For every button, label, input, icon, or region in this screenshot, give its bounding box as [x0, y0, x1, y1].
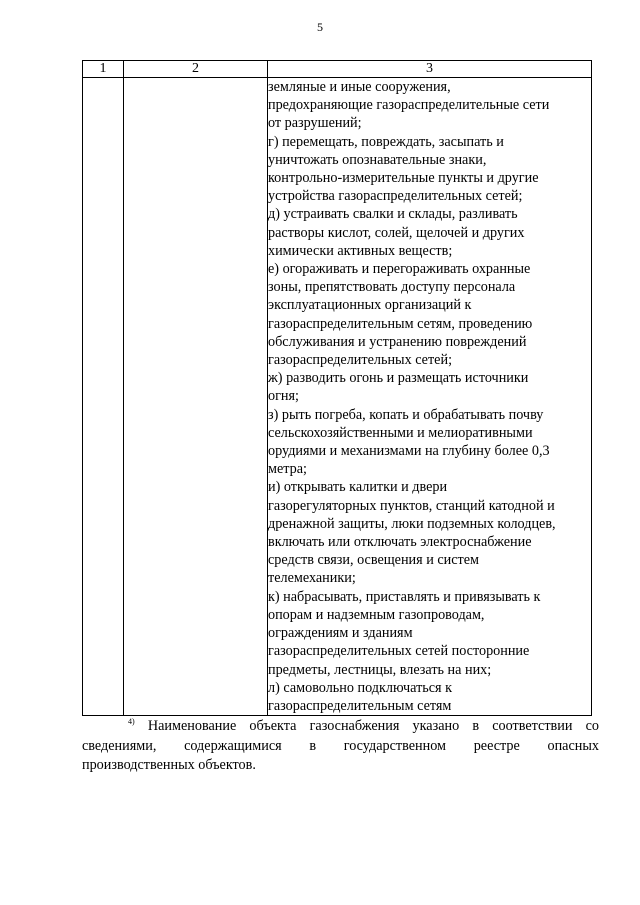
footnote-line-1 [82, 712, 599, 737]
cell-text-line: метра; [268, 461, 307, 478]
table-cell-col3 [268, 78, 592, 716]
column-header-3: 3 [268, 61, 592, 78]
cell-text-line: химически активных веществ; [268, 242, 453, 259]
column-header-2: 2 [124, 61, 268, 78]
cell-text-line: контрольно-измерительные пункты и другие [268, 170, 539, 187]
cell-text-line: зоны, препятствовать доступу персонала [268, 279, 516, 296]
cell-text-line: ж) разводить огонь и размещать источники [268, 370, 529, 387]
cell-text-line: средств связи, освещения и систем [268, 552, 480, 569]
cell-text-line: е) огораживать и перегораживать охранные [268, 261, 531, 278]
cell-text-line: з) рыть погреба, копать и обрабатывать почву [268, 406, 544, 423]
cell-text-line: д) устраивать свалки и склады, разливать [268, 206, 518, 223]
footnote-line-3: производственных объектов. [82, 757, 256, 773]
cell-text-line: газораспределительным сетям [268, 697, 452, 714]
cell-text-line: газорегуляторных пунктов, станций катодной и [268, 497, 555, 514]
cell-text-line: от разрушений; [268, 115, 362, 132]
cell-text-line: телемеханики; [268, 570, 356, 587]
cell-text-line: включать или отключать электроснабжение [268, 534, 532, 551]
cell-text-line: земляные и иные сооружения, [268, 79, 451, 95]
cell-text-line: г) перемещать, повреждать, засыпать и [268, 133, 504, 150]
cell-text-line: к) набрасывать, приставлять и привязывать к [268, 588, 541, 605]
table-cell-col2 [124, 78, 268, 716]
cell-text-line: ограждениям и зданиям [268, 625, 413, 642]
cell-text-line: л) самовольно подключаться к [268, 679, 453, 696]
requirements-table [82, 60, 592, 716]
cell-text-line: обслуживания и устранению повреждений [268, 333, 527, 350]
cell-text-line: опорам и надземным газопроводам, [268, 606, 485, 623]
cell-text-line: предметы, лестницы, влезать на них; [268, 661, 492, 678]
cell-text-line: устройства газораспределительных сетей; [268, 188, 523, 205]
cell-text-line: эксплуатационных организаций к [268, 297, 472, 314]
page-number: 5 [317, 20, 323, 34]
cell-text-line: и) открывать калитки и двери [268, 479, 448, 496]
cell-text-line: уничтожать опознавательные знаки, [268, 151, 487, 168]
cell-text-line: орудиями и механизмами на глубину более 0,3 [268, 443, 550, 460]
cell-text-line: огня; [268, 388, 299, 405]
footnote [82, 712, 599, 776]
cell-text-line: газораспределительных сетей; [268, 352, 453, 369]
table-header-row [83, 61, 592, 78]
cell-text-line: дренажной защиты, люки подземных колодцев, [268, 515, 556, 532]
footnote-marker: 4) [128, 717, 135, 726]
column-header-1: 1 [83, 61, 124, 78]
cell-text-line: газораспределительных сетей посторонние [268, 643, 530, 660]
cell-text-line: предохраняющие газораспределительные сети [268, 97, 550, 114]
footnote-text-1: Наименование объекта газоснабжения указано в соответствии со [147, 718, 599, 734]
cell-text-line: сельскохозяйственными и мелиоративными [268, 424, 533, 441]
cell-text-line: растворы кислот, солей, щелочей и других [268, 224, 525, 241]
table-cell-col1 [83, 78, 124, 716]
footnote-line-2: сведениями, содержащимися в государственном реестре опасных [82, 737, 599, 754]
cell-text-line: газораспределительным сетям, проведению [268, 315, 533, 332]
table-row [83, 78, 592, 716]
